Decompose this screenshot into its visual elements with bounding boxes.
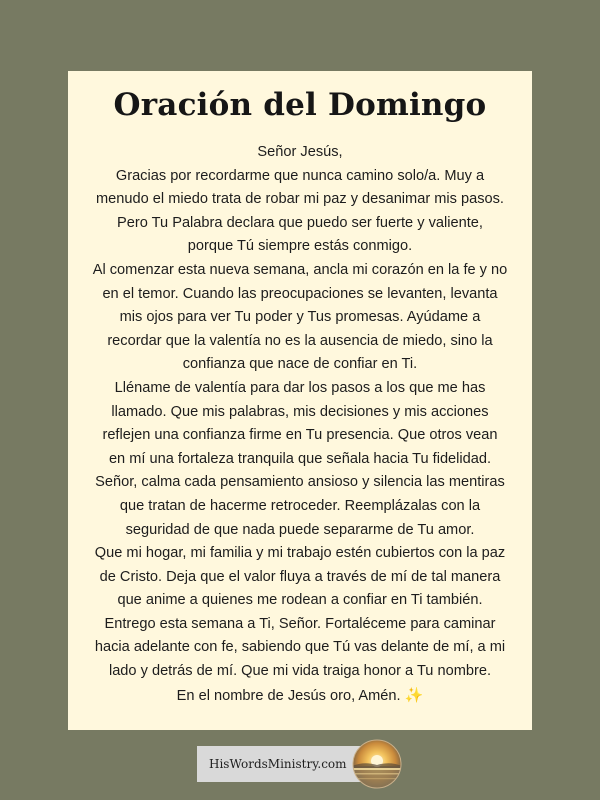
prayer-line: recordar que la valentía no es la ausencia de miedo, sino la — [107, 332, 493, 349]
footer-badge — [197, 739, 405, 789]
prayer-line: Señor Jesús, — [257, 144, 343, 160]
prayer-line: lado y detrás de mí. Que mi vida traiga honor a Tu nombre. — [108, 663, 492, 680]
prayer-line: Lléname de valentía para dar los pasos a los que me has — [114, 379, 486, 396]
prayer-line: llamado. Que mis palabras, mis decisiones y mis acciones — [111, 403, 489, 420]
prayer-line: porque Tú siempre estás conmigo. — [187, 238, 413, 255]
sparkles-icon: ✨ — [404, 685, 424, 704]
site-name: HisWordsMinistry.com — [197, 746, 377, 782]
prayer-line: Al comenzar esta nueva semana, ancla mi corazón en la fe y no — [92, 261, 508, 278]
page-title: Oración del Domingo — [113, 87, 487, 123]
prayer-line: Entrego esta semana a Ti, Señor. Fortaléceme para caminar — [104, 615, 496, 632]
sunset-logo-icon — [352, 739, 402, 789]
prayer-line: menudo el miedo trata de robar mi paz y desanimar mis pasos. — [95, 191, 504, 208]
prayer-card — [68, 71, 532, 730]
prayer-text — [82, 141, 518, 708]
prayer-line: reflejen una confianza firme en Tu presencia. Que otros vean — [102, 427, 498, 444]
prayer-line: Gracias por recordarme que nunca camino solo/a. Muy a — [115, 167, 485, 184]
prayer-closing-line — [82, 684, 518, 709]
prayer-line: de Cristo. Deja que el valor fluya a través de mí de tal manera — [99, 568, 501, 585]
prayer-line: que tratan de hacerme retroceder. Reemplázalas con la — [119, 497, 481, 514]
prayer-line: hacia adelante con fe, sabiendo que Tú vas delante de mí, a mi — [94, 639, 506, 656]
prayer-line: confianza que nace de confiar en Ti. — [182, 356, 418, 373]
prayer-line: Señor, calma cada pensamiento ansioso y silencia las mentiras — [95, 474, 505, 491]
prayer-line: Pero Tu Palabra declara que puedo ser fuerte y valiente, — [117, 214, 483, 231]
prayer-line: en mí una fortaleza tranquila que señala hacia Tu fidelidad. — [108, 450, 492, 467]
prayer-line: mis ojos para ver Tu poder y Tus promesas. Ayúdame a — [119, 309, 481, 326]
prayer-line: Que mi hogar, mi familia y mi trabajo estén cubiertos con la paz — [94, 545, 506, 562]
closing-text: En el nombre de Jesús oro, Amén. — [176, 687, 401, 704]
prayer-line: seguridad de que nada puede separarme de Tu amor. — [125, 521, 475, 538]
prayer-line: en el temor. Cuando las preocupaciones se levanten, levanta — [102, 285, 498, 302]
prayer-line: que anime a quienes me rodean a confiar en Ti también. — [117, 592, 483, 609]
